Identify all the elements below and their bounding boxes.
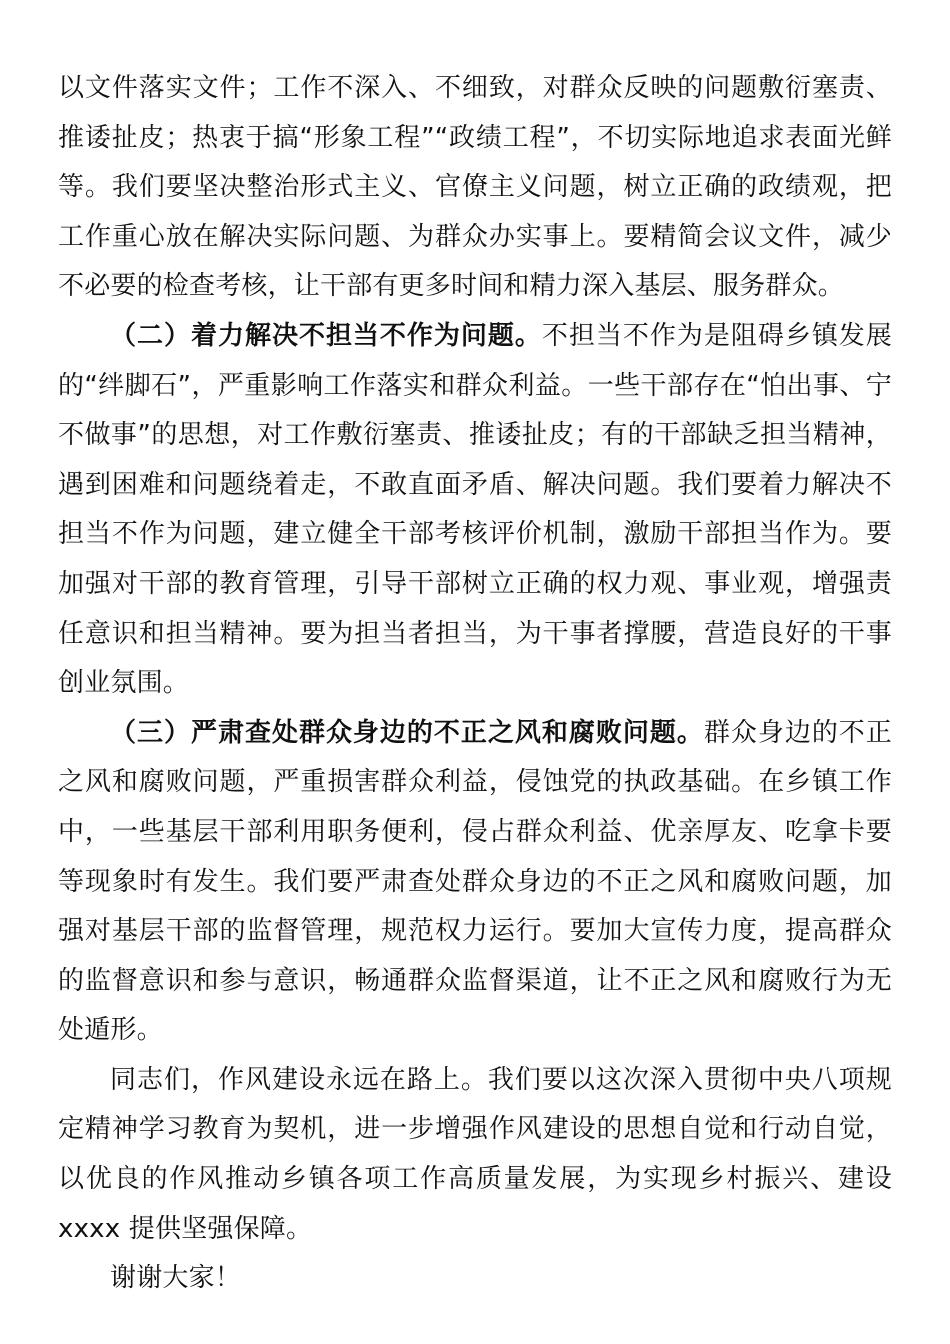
paragraph-section-2 (58, 312, 892, 709)
paragraph-text: 以文件落实文件；工作不深入、不细致，对群众反映的问题敷衍塞责、推诿扯皮；热衷于搞“形象工程”“政绩工程”，不切实际地追求表面光鲜等。我们要坚决整治形式主义、官僚主义问题，树立正确的政绩观，把工作重心放在解决实际问题、为群众办实事上。要精简会议文件，减少不必要的检查考核，让干部有更多时间和精力深入基层、服务群众。 (58, 73, 892, 302)
paragraph-text: 谢谢大家！ (110, 1263, 242, 1294)
paragraph-text: 群众身边的不正之风和腐败问题，严重损害群众利益，侵蚀党的执政基础。在乡镇工作中，一些基层干部利用职务便利，侵占群众利益、优亲厚友、吃拿卡要等现象时有发生。我们要严肃查处群众身边的不正之风和腐败问题，加强对基层干部的监督管理，规范权力运行。要加大宣传力度，提高群众的监督意识和参与意识，畅通群众监督渠道，让不正之风和腐败行为无处遁形。 (58, 717, 892, 1046)
paragraph-continuation (58, 64, 892, 312)
paragraph-text: 同志们，作风建设永远在路上。我们要以这次深入贯彻中央八项规定精神学习教育为契机，进一步增强作风建设的思想自觉和行动自觉，以优良的作风推动乡镇各项工作高质量发展，为实现乡村振兴、建设 xxxx 提供坚强保障。 (58, 1064, 892, 1244)
paragraph-closing (58, 1254, 892, 1304)
section-heading: （三）严肃查处群众身边的不正之风和腐败问题。 (110, 717, 704, 748)
document-page (58, 64, 892, 1304)
section-heading: （二）着力解决不担当不作为问题。 (110, 320, 542, 351)
paragraph-section-3 (58, 709, 892, 1056)
paragraph-conclusion (58, 1056, 892, 1254)
paragraph-text: 不担当不作为是阻碍乡镇发展的“绊脚石”，严重影响工作落实和群众利益。一些干部存在“怕出事、宁不做事”的思想，对工作敷衍塞责、推诿扯皮；有的干部缺乏担当精神，遇到困难和问题绕着走，不敢直面矛盾、解决问题。我们要着力解决不担当不作为问题，建立健全干部考核评价机制，激励干部担当作为。要加强对干部的教育管理，引导干部树立正确的权力观、事业观，增强责任意识和担当精神。要为担当者担当，为干事者撑腰，营造良好的干事创业氛围。 (58, 320, 892, 699)
